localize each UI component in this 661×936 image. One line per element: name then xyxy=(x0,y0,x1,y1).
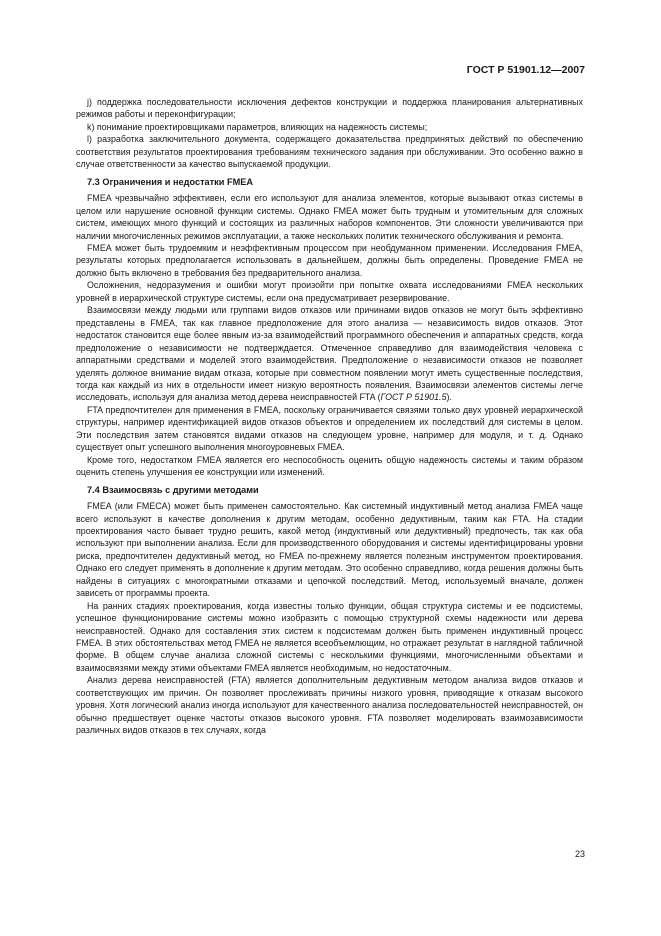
paragraph: FMEA (или FMECA) может быть применен самостоятельно. Как системный индуктивный метод анализа FMEA чаще всего используют в качестве дополнения к другим методам, особенно дедуктивным, таким как FTA. На стадии проектирования часто бывает трудно решить, какой метод (индуктивный или дедуктивный) предпочесть, так как оба используют при выполнении анализа. Если для производственного оборудования и системы идентифицированы уровни риска, предпочтителен дедуктивный метод, но FMEA по-прежнему является полезным инструментом проектирования. Однако его следует применять в дополнение к другим методам. Это особенно справедливо, когда решения должны быть найдены в ситуациях с многократными отказами и цепочкой последствий. Метод, используемый вначале, должен зависеть от программы проекта. xyxy=(76,501,583,599)
paragraph: Осложнения, недоразумения и ошибки могут произойти при попытке охвата исследованиями FMEA нескольких уровней в иерархической структуре системы, если она предусматривает резервирование. xyxy=(76,280,583,303)
paragraph: FTA предпочтителен для применения в FMEA, поскольку ограничивается связями только двух уровней иерархической структуры, например идентификацией видов отказов объектов и определением их последствий для системы в целом. Эти последствия затем становятся видами отказов на следующем уровне, например для модуля, и т. д. Однако существует опыт успешного выполнения многоуровневых FMEA. xyxy=(76,404,583,453)
paragraph: Анализ дерева неисправностей (FTA) является дополнительным дедуктивным методом анализа видов отказов и соответствующих им причин. Он позволяет прослеживать причины низкого уровня, приводящие к отказам высокого уровня. Хотя логический анализ иногда используют для качественного анализа последовательностей неисправностей, он обычно предшествует оценке частоты отказов высокого уровня. FTA позволяет моделировать взаимозависимости различных видов отказов в тех случаях, когда xyxy=(76,675,583,736)
paragraph-with-reference xyxy=(76,304,583,404)
list-item-l: l) разработка заключительного документа, содержащего доказательства предпринятых действий по обеспечению соответствия результатов проектирования требованиям технического задания при обслуживании. Это особенно важно в случае ответственности за качество выпускаемой продукции. xyxy=(76,134,583,170)
paragraph-text: Взаимосвязи между людьми или группами видов отказов или причинами видов отказов не могут быть эффективно представлены в FMEA, так как главное предположение для этого анализа — независимость видов отказов. Этот недостаток становится еще более явным из-за взаимодействий программного обеспечения и аппаратных средств, когда предположение о независимости не подтверждается. Отмеченное справедливо для взаимодействия человека с аппаратными средствами и моделей этого взаимодействия. Предположение о независимости отказов не позволяет уделять должное внимание видам отказа, которые при совместном появлении могут иметь существенные последствия, тогда как каждый из них в отдельности имеет низкую вероятность появления. Взаимосвязи элементов системы легче исследовать, используя для анализа метод дерева неисправностей FTA ( xyxy=(76,305,583,403)
document-body xyxy=(76,96,583,737)
section-heading-7-3: 7.3 Ограничения и недостатки FMEA xyxy=(87,176,253,187)
standard-reference: ГОСТ Р 51901.5 xyxy=(380,392,447,403)
list-item-k: k) понимание проектировщиками параметров, влияющих на надежность системы; xyxy=(87,121,428,132)
list-item-j: j) поддержка последовательности исключения дефектов конструкции и поддержка планирования альтернативных режимов работы и переконфигурации; xyxy=(76,97,583,120)
paragraph: Кроме того, недостатком FMEA является его неспособность оценить общую надежность системы и таким образом оценить степень улучшения ее конструкции или изменений. xyxy=(76,454,583,478)
paragraph: FMEA может быть трудоемким и неэффективным процессом при необдуманном применении. Исследования FMEA, результаты которых предполагается использовать в дальнейшем, должны быть определены. Проведение FMEA не должно быть включено в требования без предварительного анализа. xyxy=(76,242,583,278)
paragraph: FMEA чрезвычайно эффективен, если его используют для анализа элементов, которые вызывают отказ системы в целом или нарушение основной функции системы. Однако FMEA может быть трудным и утомительным для сложных систем, имеющих много функций и состоящих из различных наборов компонентов. Эти сложности увеличиваются при наличии многочисленных режимов эксплуатации, а также нескольких политик технического обслуживания и ремонта. xyxy=(76,193,583,241)
paragraph: На ранних стадиях проектирования, когда известны только функции, общая структура системы и ее подсистемы, успешное функционирование системы можно изобразить с помощью структурной схемы надежности или дерева неисправностей. Однако для составления этих систем к подсистемам должен быть применен индуктивный процесс FMEA. В этих обстоятельствах метод FMEA не является всеобъемлющим, но отражает результат в наглядной табличной форме. В общем случае анализа сложной системы с несколькими функциями, многочисленными объектами и взаимосвязями между этими объектами FMEA является необходимым, но недостаточным. xyxy=(76,600,583,673)
page-number: 23 xyxy=(574,849,585,859)
document-header: ГОСТ Р 51901.12—2007 xyxy=(466,64,585,76)
reference-close: ). xyxy=(446,392,452,403)
section-heading-7-4: 7.4 Взаимосвязь с другими методами xyxy=(87,484,259,495)
